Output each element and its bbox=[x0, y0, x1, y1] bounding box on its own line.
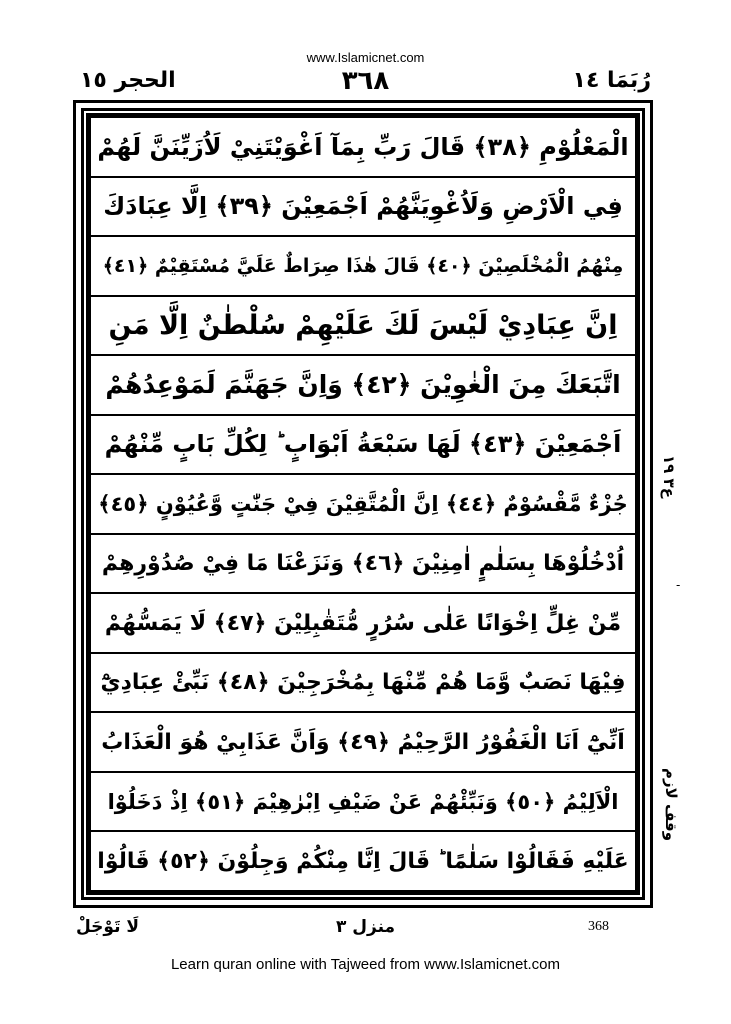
margin-dash: - bbox=[676, 578, 681, 592]
page-number: 368 bbox=[588, 919, 609, 934]
verse-line-11: اَنِّيْٓ اَنَا الْغَفُوْرُ الرَّحِيْمُ ﴿٤٩﴾ وَاَنَّ عَذَابِيْ هُوَ الْعَذَابُ bbox=[91, 713, 635, 773]
ruku-marker: ع٣ ١٩ bbox=[660, 455, 678, 498]
verse-line-13: عَلَيْهِ فَقَالُوْا سَلٰمًا ؕ قَالَ اِنَّا مِنْكُمْ وَجِلُوْنَ ﴿٥٢﴾ قَالُوْا bbox=[97, 848, 629, 874]
verse-line-10: فِيْهَا نَصَبٌ وَّمَا هُمْ مِّنْهَا بِمُخْرَجِيْنَ ﴿٤٨﴾ نَبِّئْ عِبَادِيْٓ bbox=[91, 654, 635, 714]
juz-name: رُبَمَا ١٤ bbox=[572, 68, 651, 93]
verse-panel bbox=[89, 116, 637, 892]
verse-line-3: مِنْهُمُ الْمُخْلَصِيْنَ ﴿٤٠﴾ قَالَ هٰذَا صِرَاطٌ عَلَيَّ مُسْتَقِيْمٌ ﴿٤١﴾ bbox=[91, 237, 635, 297]
verse-line-5: اتَّبَعَكَ مِنَ الْغٰوِيْنَ ﴿٤٢﴾ وَاِنَّ جَهَنَّمَ لَمَوْعِدُهُمْ bbox=[91, 356, 635, 416]
page-number-arabic: ٣٦٨ bbox=[341, 66, 390, 96]
verse-line-8: اُدْخُلُوْهَا بِسَلٰمٍ اٰمِنِيْنَ ﴿٤٦﴾ وَنَزَعْنَا مَا فِيْ صُدُوْرِهِمْ bbox=[91, 535, 635, 595]
verse-line-7: جُزْءٌ مَّقْسُوْمٌ ﴿٤٤﴾ اِنَّ الْمُتَّقِيْنَ فِيْ جَنّٰتٍ وَّعُيُوْنٍ ﴿٤٥﴾ bbox=[91, 475, 635, 535]
verse-line-12: الْاَلِيْمُ ﴿٥٠﴾ وَنَبِّئْهُمْ عَنْ ضَيْفِ اِبْرٰهِيْمَ ﴿٥١﴾ اِذْ دَخَلُوْا bbox=[91, 773, 635, 833]
verse-line-2: فِي الْاَرْضِ وَلَاُغْوِيَنَّهُمْ اَجْمَعِيْنَ ﴿٣٩﴾ اِلَّا عِبَادَكَ bbox=[91, 178, 635, 238]
page-frame bbox=[73, 100, 653, 908]
verse-line-9: مِّنْ غِلٍّ اِخْوَانًا عَلٰى سُرُرٍ مُّتَقٰبِلِيْنَ ﴿٤٧﴾ لَا يَمَسُّهُمْ bbox=[91, 594, 635, 654]
verse-line-6: اَجْمَعِيْنَ ﴿٤٣﴾ لَهَا سَبْعَةُ اَبْوَابٍ ؕ لِكُلِّ بَابٍ مِّنْهُمْ bbox=[91, 416, 635, 476]
waqf-lazim-note: وقف لازم bbox=[662, 768, 680, 842]
surah-name: الحجر ١٥ bbox=[80, 68, 176, 93]
verse-line-1: الْمَعْلُوْمِ ﴿٣٨﴾ قَالَ رَبِّ بِمَآ اَغْوَيْتَنِيْ لَاُزَيِّنَنَّ لَهُمْ bbox=[91, 118, 635, 178]
verse-line-4: اِنَّ عِبَادِيْ لَيْسَ لَكَ عَلَيْهِمْ سُلْطٰنٌ اِلَّا مَنِ bbox=[91, 297, 635, 357]
bottom-url: Learn quran online with Tajweed from www.Islamicnet.com bbox=[170, 956, 561, 973]
catchword: لَا تَوْجَلْ bbox=[76, 917, 140, 937]
site-url: www.Islamicnet.com bbox=[306, 50, 425, 65]
manzil-label: منزل ٣ bbox=[335, 917, 396, 937]
